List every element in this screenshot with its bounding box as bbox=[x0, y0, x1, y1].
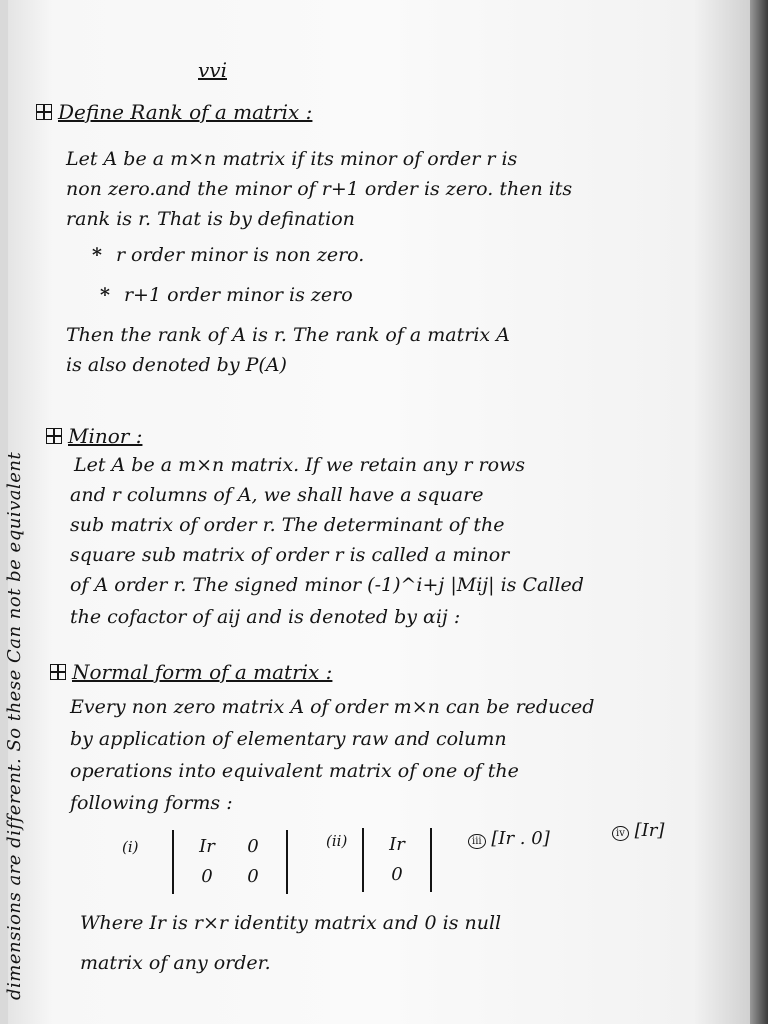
page-edge-shadow bbox=[750, 0, 768, 1024]
form-2-matrix bbox=[362, 828, 432, 892]
form-4 bbox=[612, 820, 664, 841]
form-2-label: (ii) bbox=[326, 832, 348, 850]
normal-form-heading bbox=[50, 660, 332, 684]
plus-box-icon bbox=[46, 428, 62, 444]
minor-line: Let A be a m×n matrix. If we retain any r rows bbox=[74, 454, 526, 476]
minor-line: the cofactor of aij and is denoted by αij : bbox=[70, 606, 461, 628]
form-3-text: [Ir . 0] bbox=[491, 828, 550, 849]
rank-line: rank is r. That is by defination bbox=[66, 208, 355, 230]
matrix-cell: Ir bbox=[199, 836, 215, 857]
minor-line: of A order r. The signed minor (-1)^i+j |Mij| is Called bbox=[70, 574, 584, 596]
asterisk-icon: * bbox=[92, 244, 102, 266]
normal-form-line: following forms : bbox=[70, 792, 233, 814]
rank-heading-text: Define Rank of a matrix : bbox=[58, 100, 313, 124]
closing-line: Where Ir is r×r identity matrix and 0 is null bbox=[80, 912, 502, 934]
normal-form-line: by application of elementary raw and column bbox=[70, 728, 507, 750]
minor-heading-text: Minor : bbox=[68, 424, 143, 448]
rank-bullet bbox=[92, 244, 364, 266]
form-3-label: iii bbox=[468, 834, 486, 849]
minor-line: sub matrix of order r. The determinant of the bbox=[70, 514, 505, 536]
matrix-cell: 0 bbox=[247, 836, 259, 857]
matrix-cell: 0 bbox=[391, 864, 403, 885]
matrix-cell: 0 bbox=[247, 866, 259, 887]
rank-conclusion: is also denoted by P(A) bbox=[66, 354, 287, 376]
form-4-label: iv bbox=[612, 826, 629, 841]
form-3 bbox=[468, 828, 550, 849]
rank-line: non zero.and the minor of r+1 order is zero. then its bbox=[66, 178, 573, 200]
asterisk-icon: * bbox=[100, 284, 110, 306]
page-title: vvi bbox=[198, 58, 227, 82]
closing-line: matrix of any order. bbox=[80, 952, 271, 974]
rank-bullet-text: r+1 order minor is zero bbox=[123, 284, 353, 306]
form-1-matrix bbox=[172, 830, 288, 894]
rank-bullet bbox=[100, 284, 353, 306]
form-4-text: [Ir] bbox=[634, 820, 665, 841]
plus-box-icon bbox=[36, 104, 52, 120]
plus-box-icon bbox=[50, 664, 66, 680]
rank-line: Let A be a m×n matrix if its minor of order r is bbox=[66, 148, 518, 170]
rank-bullet-text: r order minor is non zero. bbox=[115, 244, 365, 266]
normal-form-heading-text: Normal form of a matrix : bbox=[72, 660, 333, 684]
matrix-bracket bbox=[362, 828, 432, 892]
matrix-cell: Ir bbox=[389, 834, 405, 855]
minor-line: and r columns of A, we shall have a square bbox=[70, 484, 484, 506]
matrix-cell: 0 bbox=[201, 866, 213, 887]
rank-heading bbox=[36, 100, 312, 124]
matrix-bracket bbox=[172, 830, 288, 894]
form-1-label: (i) bbox=[122, 838, 139, 856]
normal-form-line: Every non zero matrix A of order m×n can be reduced bbox=[70, 696, 595, 718]
minor-line: square sub matrix of order r is called a minor bbox=[70, 544, 510, 566]
normal-form-line: operations into equivalent matrix of one of the bbox=[70, 760, 519, 782]
margin-note: dimensions are different. So these Can not be equivalent bbox=[4, 451, 25, 1000]
rank-conclusion: Then the rank of A is r. The rank of a matrix A bbox=[66, 324, 510, 346]
minor-heading bbox=[46, 424, 142, 448]
